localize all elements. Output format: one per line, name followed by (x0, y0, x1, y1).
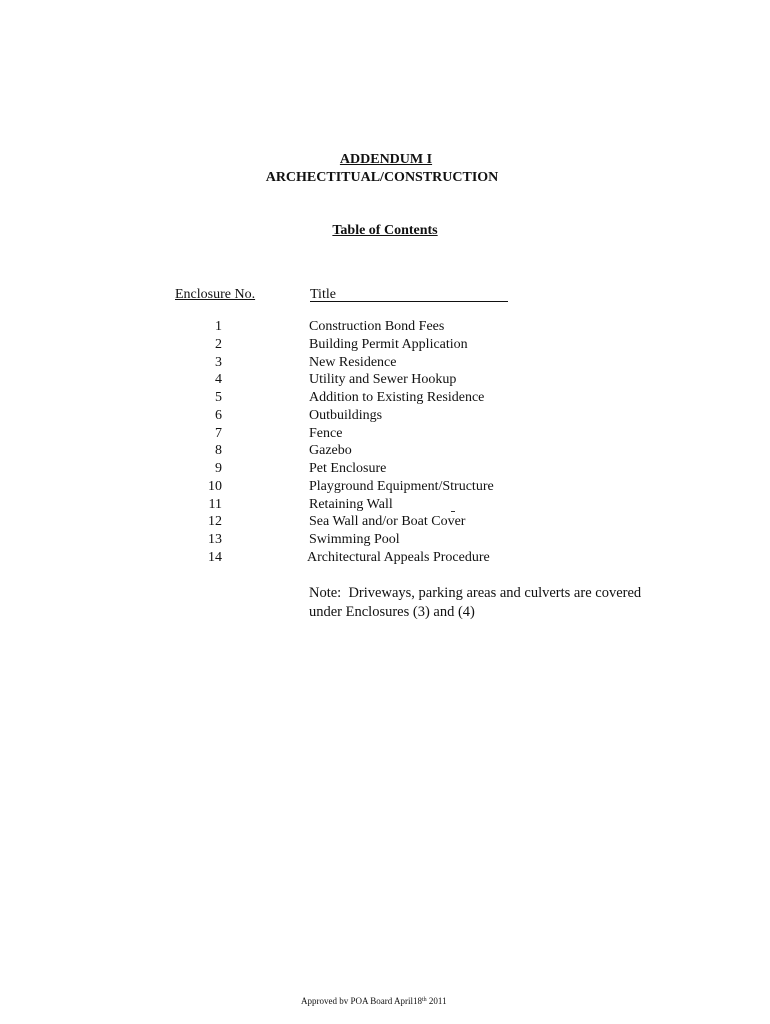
toc-row (0, 407, 770, 425)
toc-row (0, 513, 770, 531)
addendum-subtitle: ARCHECTITUAL/CONSTRUCTION (265, 170, 499, 185)
approval-footer (301, 995, 447, 1006)
enclosure-title: Retaining Wall (309, 496, 393, 512)
enclosure-number: 14 (208, 549, 222, 565)
note-block (309, 584, 641, 622)
enclosure-number: 10 (208, 478, 222, 494)
enclosure-title: Playground Equipment/Structure (309, 478, 494, 494)
column-header-enclosure: Enclosure No. (175, 287, 256, 302)
footer-year: 2011 (426, 996, 447, 1006)
enclosure-title: Pet Enclosure (309, 461, 387, 477)
toc-row (0, 425, 770, 443)
toc-row (0, 549, 770, 567)
toc-list (0, 318, 770, 567)
toc-row (0, 478, 770, 496)
note-line: under Enclosures (3) and (4) (309, 604, 475, 620)
toc-row (0, 496, 770, 514)
toc-row (0, 336, 770, 354)
enclosure-title: New Residence (309, 354, 397, 370)
stray-mark (451, 511, 455, 512)
enclosure-title: Outbuildings (309, 407, 383, 423)
footer-text: Approved bv POA Board April18 (301, 996, 422, 1006)
enclosure-number: 8 (215, 443, 222, 459)
enclosure-title: Utility and Sewer Hookup (309, 372, 457, 388)
enclosure-number: 2 (215, 336, 222, 352)
enclosure-number: 3 (215, 354, 222, 370)
toc-row (0, 354, 770, 372)
enclosure-number: 13 (208, 532, 222, 548)
toc-row (0, 460, 770, 478)
enclosure-number: 1 (215, 319, 222, 334)
enclosure-number: 6 (215, 407, 222, 423)
toc-row (0, 389, 770, 407)
toc-row (0, 531, 770, 549)
enclosure-title: Swimming Pool (309, 532, 400, 548)
enclosure-number: 7 (215, 425, 222, 441)
note-line: Note: Driveways, parking areas and culverts are covered (309, 585, 642, 601)
enclosure-number: 4 (215, 372, 222, 388)
enclosure-title: Fence (309, 425, 343, 441)
enclosure-number: 11 (208, 496, 222, 512)
enclosure-title: Addition to Existing Residence (309, 390, 485, 406)
toc-heading: Table of Contents (332, 223, 438, 238)
column-header-title: Title (310, 288, 508, 302)
toc-row (0, 371, 770, 389)
enclosure-number: 12 (208, 514, 222, 530)
enclosure-title: Building Permit Application (309, 336, 468, 352)
enclosure-number: 5 (215, 390, 222, 406)
toc-row (0, 318, 770, 336)
addendum-title: ADDENDUM I (339, 152, 433, 167)
enclosure-title: Sea Wall and/or Boat Cover (309, 514, 466, 530)
enclosure-title: Construction Bond Fees (309, 319, 445, 334)
toc-row (0, 442, 770, 460)
footer-superscript: th (422, 997, 427, 1003)
enclosure-number: 9 (215, 461, 222, 477)
enclosure-title: Gazebo (309, 443, 352, 459)
enclosure-title: Architectural Appeals Procedure (307, 549, 490, 565)
